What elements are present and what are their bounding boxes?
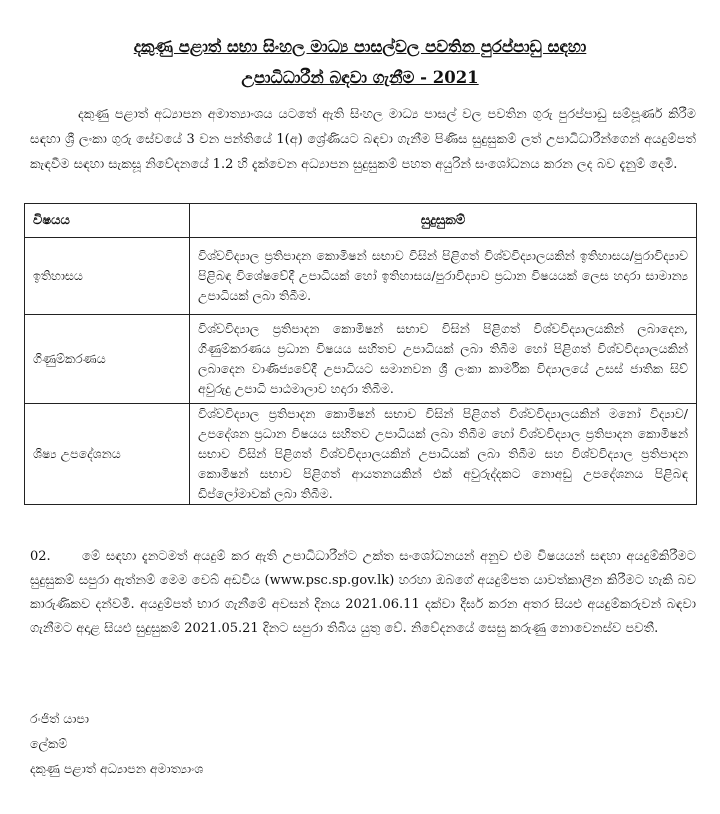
signatory-name: රංජිත් යාපා [30,711,89,726]
qualifications-table [24,203,697,505]
signature-block [30,706,203,781]
subject-column-header: විෂයය [25,204,190,238]
signatory-designation: ලේකම් [30,736,68,751]
subject-cell: ඉතිහාසය [25,238,190,315]
qualification-column-header: සුදුසුකම් [190,204,697,238]
subject-cell: ශිෂ්‍ය උපදේශනය [25,404,190,505]
qualification-cell: විශ්වවිද්‍යාල ප්‍රතිපාදන කොමිෂන් සභාව විසින් පිළිගත් විශ්වවිද්‍යාලයකින් මනෝ විද්‍යාව/උපදේශන ප්‍රධාන විෂයය සහිතව උපාධියක් ලබා තිබීම හෝ විශ්වවිද්‍යාල ප්‍රතිපාදන කොමිෂන් සභාව විසින් පිළිගත් විශ්වවිද්‍යාලයකින් උපාධියක් ලබා තිබීම සහ විශ්වවිද්‍යාල ප්‍රතිපාදන කොමිෂන් සභාව පිළිගත් ආයතනයකින් එක් අවුරුද්දකට නොඅඩු උපදේශනය පිළිබඳ ඩිප්ලෝමාවක් ලබා තිබීම. [190,404,697,505]
paragraph-number: 02. [30,549,51,564]
table-row [25,404,697,505]
paragraph-two [30,545,696,641]
qualification-cell: විශ්වවිද්‍යාල ප්‍රතිපාදන කොමිෂන් සභාව විසින් පිළිගත් විශ්වවිද්‍යාලයකින් ඉතිහාසය/පුරාවිද්‍යාව පිළිබඳ විශේෂවේදී උපාධියක් හෝ ඉතිහාසය/පුරාවිද්‍යාව ප්‍රධාන විෂයයක් ලෙස හදාරා සාමාන්‍ය උපාධියක් ලබා තිබීම. [190,238,697,315]
table-header-row [25,204,697,238]
intro-text: දකුණු පළාත් අධ්‍යාපන අමාත්‍යාංශය යටතේ ඇති සිංහල මාධ්‍ය පාසල් වල පවතින ගුරු පුරප්පාඩු සම්පූර්ණ කිරීම සඳහා ශ්‍රී ලංකා ගුරු සේවයේ 3 වන පන්තියේ 1(අ) ශ්‍රේණියට බඳවා ගැනීම පිණිස සුදුසුකම් ලත් උපාධිධාරීන්ගෙන් අයදුම්පත් කැඳවීම සඳහා සැකසූ නිවේදනයේ 1.2 හි දැක්වෙන අධ්‍යාපන සුදුසුකම් පහත අයුරින් සංශෝධනය කරන ලද බව දැනුම් දෙමි. [30,107,696,172]
table-row [25,238,697,315]
qualification-cell: විශ්වවිද්‍යාල ප්‍රතිපාදන කොමිෂන් සභාව විසින් පිළිගත් විශ්වවිද්‍යාලයකින් ලබාදෙන, ගිණුම්කරණය ප්‍රධාන විෂයය සහිතව උපාධියක් ලබා තිබීම හෝ පිළිගත් විශ්වවිද්‍යාලයකින් ලබාදෙන වාණිජ්‍යවේදී උපාධියට සමානවන ශ්‍රී ලංකා කාර්මික විද්‍යාලයේ උසස් ජාතික සිව් අවුරුදු උපාධි පාඨමාලාව හදාරා තිබීම. [190,315,697,404]
signatory-office: දකුණු පළාත් අධ්‍යාපන අමාත්‍යාංශ [30,761,204,776]
subject-cell: ගිණුම්කරණය [25,315,190,404]
notice-title-line2: උපාධිධාරීන් බඳවා ගැනීම - 2021 [241,68,479,87]
notice-title-line1: දකුණු පළාත් සභා සිංහල මාධ්‍ය පාසල්වල පවතින පුරප්පාඩු සඳහා [133,37,587,56]
table-row [25,315,697,404]
intro-paragraph [30,102,696,177]
paragraph-two-text: මේ සඳහා දැනටමත් අයදුම් කර ඇති උපාධිධාරීන්ට උක්ත සංශෝධනයන් අනුව එම විෂයයන් සඳහා අයදුම්කිරීමට සුදුසුකම් සපුරා ඇත්නම් මෙම වෙබ් අඩවිය (www.psc.sp.gov.lk) හරහා ඔබගේ අයදුම්පත යාවත්කාලීන කිරීමට හැකි බව කාරුණිකව දන්වමි. අයදුම්පත් භාර ගැනීමේ අවසන් දිනය 2021.06.11 දක්වා දීර්ඝ කරන අතර සියළු අයදුම්කරුවන් බඳවා ගැනීමට අදාළ සියළු සුදුසුකම් 2021.05.21 දිනට සපුරා තිබිය යුතු වේ. නිවේදනයේ සෙසු කරුණු නොවෙනස්ව පවතී. [30,549,696,636]
